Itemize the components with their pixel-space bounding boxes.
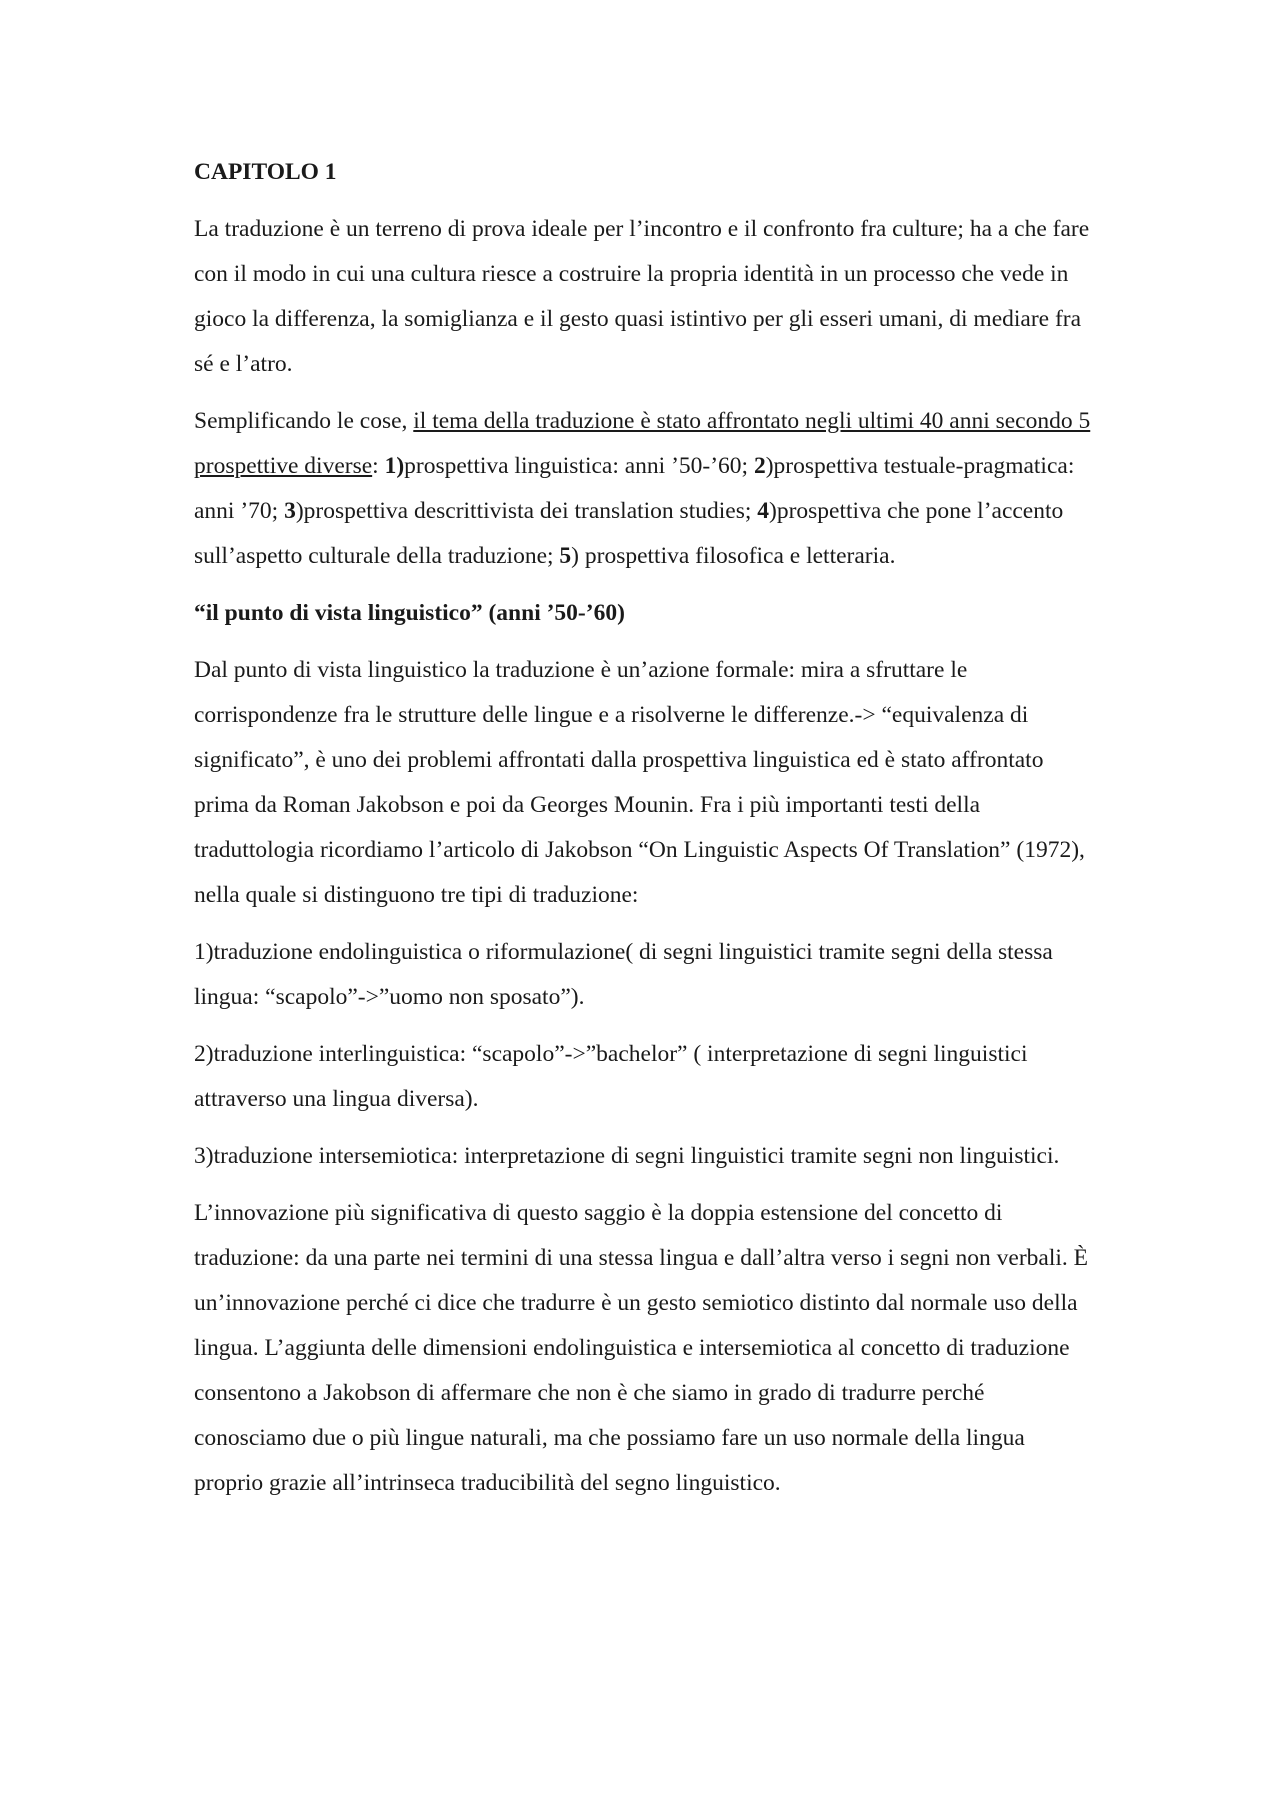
document-body (194, 150, 1094, 1518)
intro-paragraph: La traduzione è un terreno di prova ideale per l’incontro e il confronto fra culture; ha a che fare con il modo in cui una cultura riesce a costruire la propria identità in un processo che vede in gioco la differenza, la somiglianza e il gesto quasi istintivo per gli esseri umani, di mediare fra sé e l’atro. (194, 216, 1090, 377)
perspective-number-2: 2 (753, 453, 766, 479)
perspectives-underlined: il tema della traduzione è stato affrontato negli ultimi 40 anni secondo 5 prospettive diverse (194, 408, 1091, 479)
perspective-number-4: 4 (757, 498, 769, 524)
innovation-paragraph: L’innovazione più significativa di questo saggio è la doppia estensione del concetto di traduzione: da una parte nei termini di una stessa lingua e dall’altra verso i segni non verbali. È un’innovazione perché ci dice che tradurre è un gesto semiotico distinto dal normale uso della lingua. L’aggiunta delle dimensioni endolinguistica e intersemiotica al concetto di traduzione consentono a Jakobson di affermare che non è che siamo in grado di tradurre perché conosciamo due o più lingue naturali, ma che possiamo fare un uso normale della lingua proprio grazie all’intrinseca traducibilità del segno linguistico. (194, 1200, 1089, 1496)
perspective-number-5: 5 (559, 543, 572, 569)
perspective-number-3: 3 (284, 498, 296, 524)
perspectives-colon: : (372, 453, 385, 479)
section-heading: “il punto di vista linguistico” (anni ’50-’60) (194, 600, 625, 626)
perspective-text-4: )prospettiva che pone l’accento sull’aspetto culturale della traduzione; (194, 498, 1064, 569)
perspective-number-1: 1) (384, 453, 405, 479)
list-item: 1)traduzione endolinguistica o riformulazione( di segni linguistici tramite segni della stessa lingua: “scapolo”->”uomo non sposato”). (194, 939, 1053, 1010)
perspectives-intro: Semplificando le cose, (194, 408, 414, 434)
perspective-text-2: )prospettiva testuale-pragmatica: anni ’70; (194, 453, 1075, 524)
linguistic-paragraph: Dal punto di vista linguistico la traduzione è un’azione formale: mira a sfruttare le corrispondenze fra le strutture delle lingue e a risolverne le differenze.-> “equivalenza di significato”, è uno dei problemi affrontati dalla prospettiva linguistica ed è stato affrontato prima da Roman Jakobson e poi da Georges Mounin. Fra i più importanti testi della traduttologia ricordiamo l’articolo di Jakobson “On Linguistic Aspects Of Translation” (1972), nella quale si distinguono tre tipi di traduzione: (194, 657, 1085, 908)
perspective-text-1: prospettiva linguistica: anni ’50-’60; (404, 453, 754, 479)
list-item: 3)traduzione intersemiotica: interpretazione di segni linguistici tramite segni non linguistici. (194, 1143, 1060, 1169)
perspective-text-3: )prospettiva descrittivista dei translation studies; (295, 498, 758, 524)
chapter-title: CAPITOLO 1 (194, 159, 337, 185)
list-item: 2)traduzione interlinguistica: “scapolo”->”bachelor” ( interpretazione di segni linguistici attraverso una lingua diversa). (194, 1041, 1028, 1112)
perspective-text-5: ) prospettiva filosofica e letteraria. (571, 543, 896, 569)
perspectives-paragraph (194, 399, 1094, 579)
